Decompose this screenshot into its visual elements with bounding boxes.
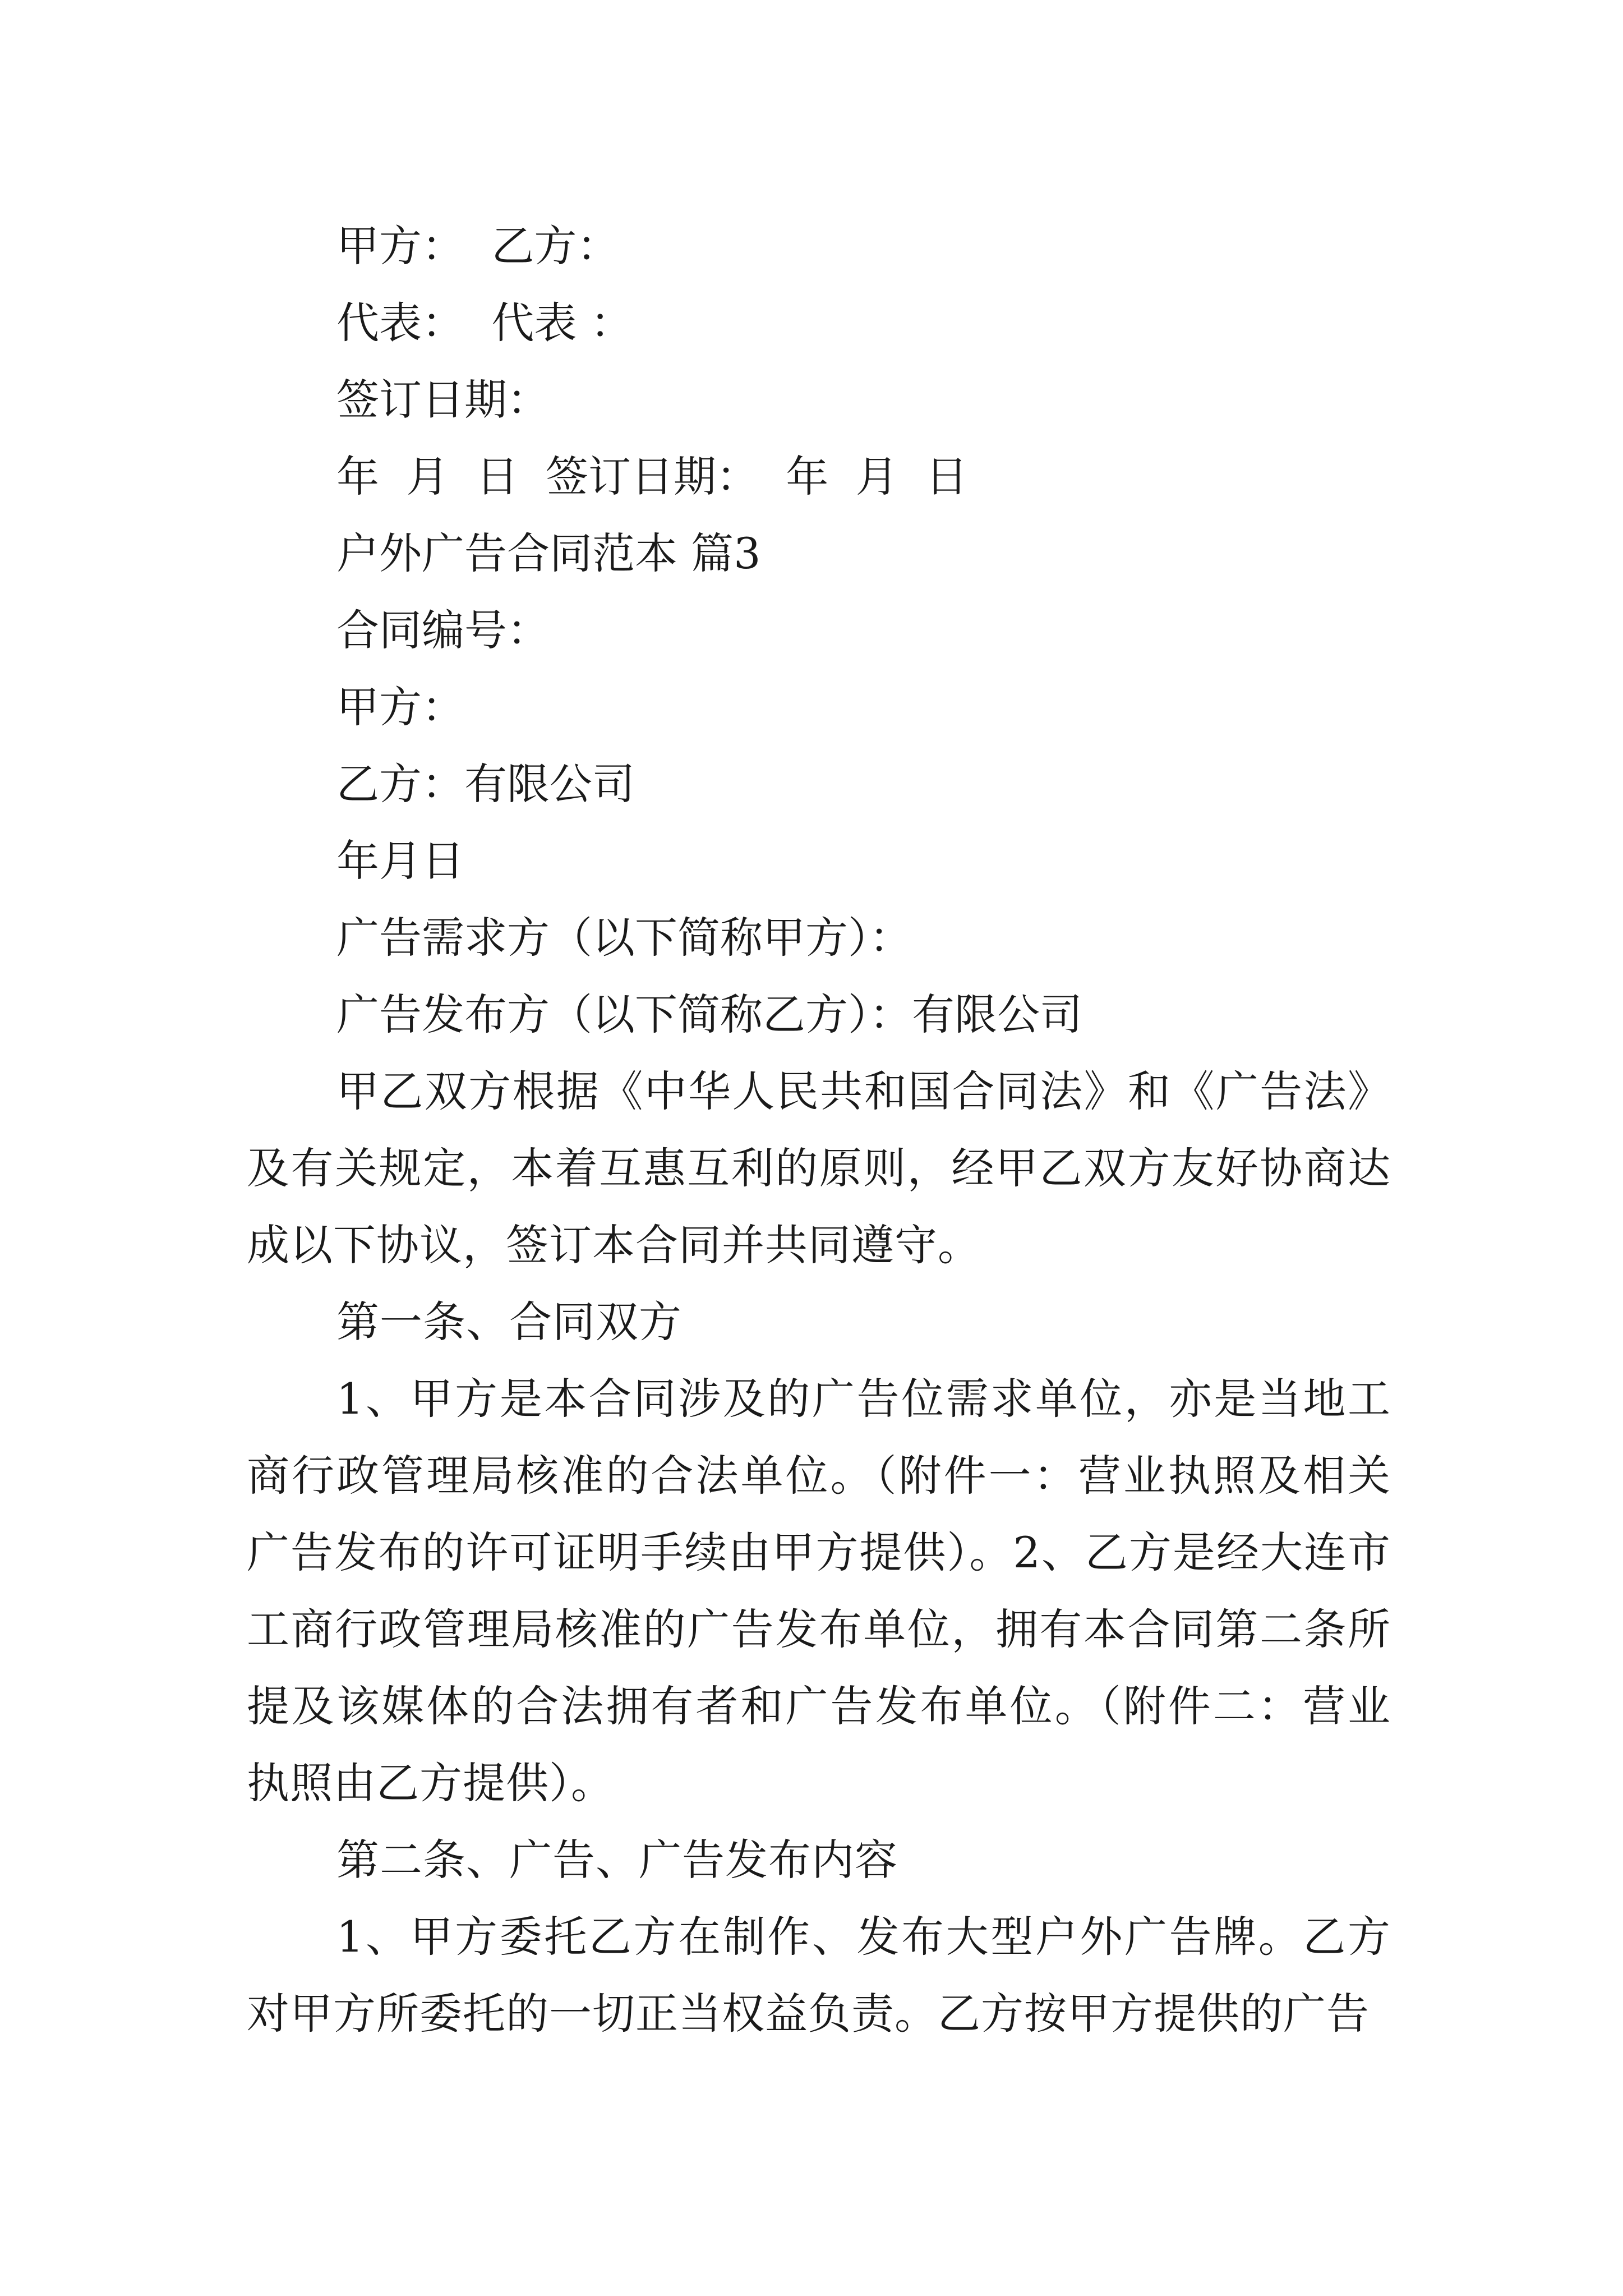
signature-representative-line: 代表： 代表 ： (336, 298, 633, 348)
document-body (247, 208, 1391, 2052)
signing-date-line: 年 月 日 签订日期： 年 月 日 (336, 452, 968, 501)
signature-party-line: 甲方： 乙方： (336, 221, 620, 271)
date-line: 年月日 (336, 836, 464, 886)
party-a-line: 甲方： (336, 682, 464, 732)
party-b-line: 乙方：有限公司 (336, 759, 635, 809)
contract-number-line: 合同编号： (336, 605, 550, 655)
section-heading: 户外广告合同范本 篇3 (336, 528, 761, 578)
article-1-paragraph: 1、甲方是本合同涉及的广告位需求单位，亦是当地工商行政管理局核准的合法单位。（附件一：营业执照及相关广告发布的许可证明手续由甲方提供）。2、乙方是经大连市工商行政管理局核准的广告发布单位，拥有本合同第二条所提及该媒体的合法拥有者和广告发布单位。（附件二：营业执照由乙方提供）。 (247, 1374, 1391, 1808)
ad-publisher-party-line: 广告发布方（以下简称乙方）：有限公司 (336, 990, 1082, 1039)
article-2-paragraph: 1、甲方委托乙方在制作、发布大型户外广告牌。乙方对甲方所委托的一切正当权益负责。乙方按甲方提供的广告 (247, 1912, 1391, 2039)
ad-demand-party-line: 广告需求方（以下简称甲方）： (336, 913, 912, 963)
signing-date-label: 签订日期： (336, 375, 550, 425)
article-2-heading: 第二条、广告、广告发布内容 (336, 1835, 898, 1885)
preamble-paragraph: 甲乙双方根据《中华人民共和国合同法》和《广告法》及有关规定，本着互惠互利的原则，经甲乙双方友好协商达成以下协议，签订本合同并共同遵守。 (247, 1066, 1391, 1270)
article-1-heading: 第一条、合同双方 (336, 1297, 682, 1347)
